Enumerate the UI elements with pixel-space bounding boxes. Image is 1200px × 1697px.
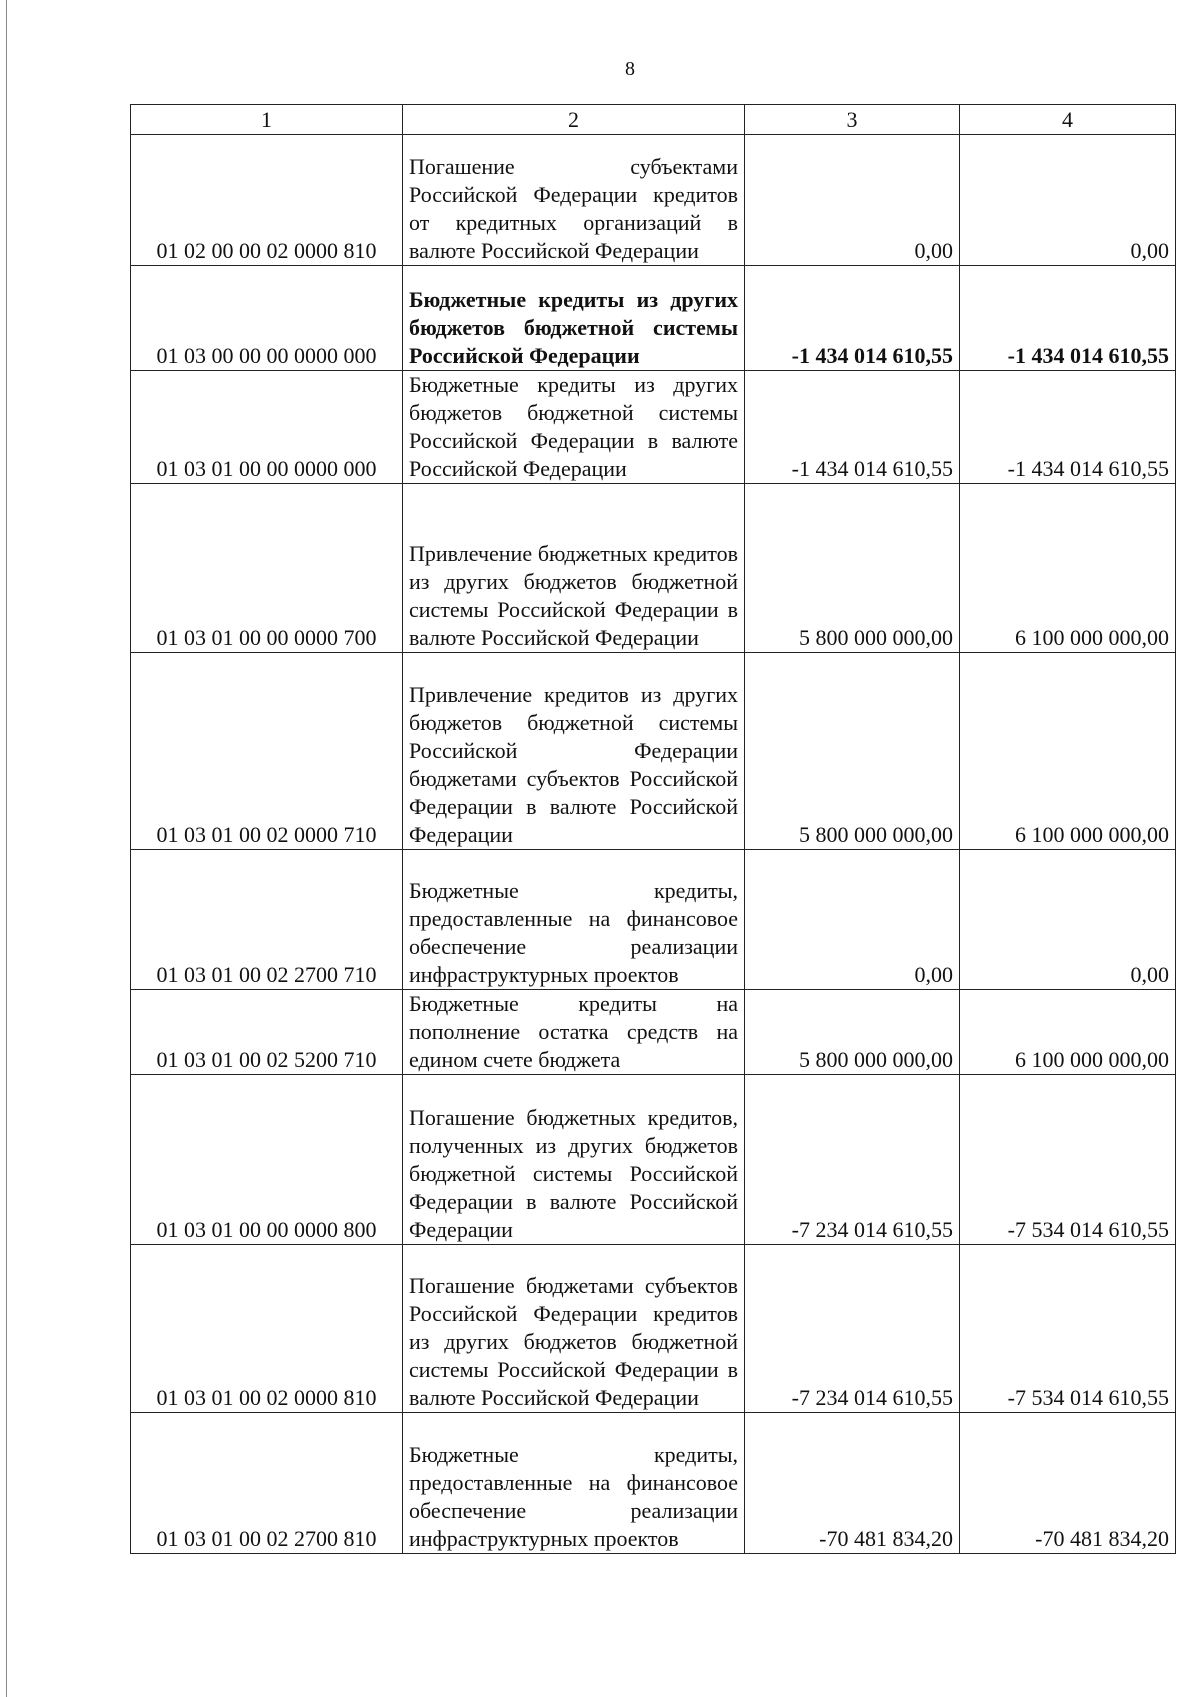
classification-code: 01 03 00 00 00 0000 000 — [131, 266, 403, 371]
classification-code: 01 03 01 00 02 5200 710 — [131, 990, 403, 1075]
amount-col-3: -1 434 014 610,55 — [745, 371, 960, 484]
column-header-4: 4 — [960, 105, 1176, 135]
amount-col-3: 5 800 000 000,00 — [745, 990, 960, 1075]
page-number: 8 — [625, 58, 635, 80]
amount-col-4: 6 100 000 000,00 — [960, 484, 1176, 653]
item-name: Бюджетные кредиты, предоставленные на финансовое обеспечение реализации инфраструктурных проектов — [403, 1413, 745, 1554]
classification-code: 01 03 01 00 02 0000 710 — [131, 653, 403, 850]
table-row — [131, 990, 1176, 1075]
item-name: Бюджетные кредиты из других бюджетов бюджетной системы Российской Федерации — [403, 266, 745, 371]
classification-code: 01 03 01 00 00 0000 800 — [131, 1075, 403, 1245]
table-row — [131, 371, 1176, 484]
table-row — [131, 653, 1176, 850]
item-name: Привлечение кредитов из других бюджетов бюджетной системы Российской Федерации бюджетами субъектов Российской Федерации в валюте Российской Федерации — [403, 653, 745, 850]
table-row — [131, 266, 1176, 371]
amount-col-4: -7 534 014 610,55 — [960, 1075, 1176, 1245]
header-row — [131, 105, 1176, 135]
scan-edge-line — [6, 0, 7, 1697]
item-name: Погашение бюджетами субъектов Российской Федерации кредитов из других бюджетов бюджетной системы Российской Федерации в валюте Российской Федерации — [403, 1245, 745, 1413]
amount-col-3: -7 234 014 610,55 — [745, 1075, 960, 1245]
classification-code: 01 03 01 00 00 0000 700 — [131, 484, 403, 653]
item-name: Погашение бюджетных кредитов, полученных из других бюджетов бюджетной системы Российской Федерации в валюте Российской Федерации — [403, 1075, 745, 1245]
table-row — [131, 484, 1176, 653]
amount-col-3: 0,00 — [745, 135, 960, 266]
budget-sources-table — [130, 104, 1176, 1554]
item-name: Бюджетные кредиты из других бюджетов бюджетной системы Российской Федерации в валюте Российской Федерации — [403, 371, 745, 484]
item-name: Бюджетные кредиты на пополнение остатка средств на едином счете бюджета — [403, 990, 745, 1075]
amount-col-3: -70 481 834,20 — [745, 1413, 960, 1554]
amount-col-4: 6 100 000 000,00 — [960, 653, 1176, 850]
table-row — [131, 1075, 1176, 1245]
item-name: Бюджетные кредиты, предоставленные на финансовое обеспечение реализации инфраструктурных проектов — [403, 850, 745, 990]
table-row — [131, 1413, 1176, 1554]
classification-code: 01 03 01 00 02 2700 710 — [131, 850, 403, 990]
classification-code: 01 02 00 00 02 0000 810 — [131, 135, 403, 266]
amount-col-3: 5 800 000 000,00 — [745, 653, 960, 850]
amount-col-4: -1 434 014 610,55 — [960, 266, 1176, 371]
item-name: Погашение субъектами Российской Федерации кредитов от кредитных организаций в валюте Российской Федерации — [403, 135, 745, 266]
column-header-1: 1 — [131, 105, 403, 135]
item-name: Привлечение бюджетных кредитов из других бюджетов бюджетной системы Российской Федерации в валюте Российской Федерации — [403, 484, 745, 653]
classification-code: 01 03 01 00 02 0000 810 — [131, 1245, 403, 1413]
amount-col-3: -7 234 014 610,55 — [745, 1245, 960, 1413]
classification-code: 01 03 01 00 00 0000 000 — [131, 371, 403, 484]
amount-col-4: 0,00 — [960, 850, 1176, 990]
column-header-3: 3 — [745, 105, 960, 135]
amount-col-4: 6 100 000 000,00 — [960, 990, 1176, 1075]
table-row — [131, 1245, 1176, 1413]
table-row — [131, 135, 1176, 266]
amount-col-4: 0,00 — [960, 135, 1176, 266]
amount-col-4: -7 534 014 610,55 — [960, 1245, 1176, 1413]
amount-col-4: -1 434 014 610,55 — [960, 371, 1176, 484]
amount-col-4: -70 481 834,20 — [960, 1413, 1176, 1554]
classification-code: 01 03 01 00 02 2700 810 — [131, 1413, 403, 1554]
amount-col-3: 0,00 — [745, 850, 960, 990]
table-row — [131, 850, 1176, 990]
column-header-2: 2 — [403, 105, 745, 135]
amount-col-3: -1 434 014 610,55 — [745, 266, 960, 371]
amount-col-3: 5 800 000 000,00 — [745, 484, 960, 653]
